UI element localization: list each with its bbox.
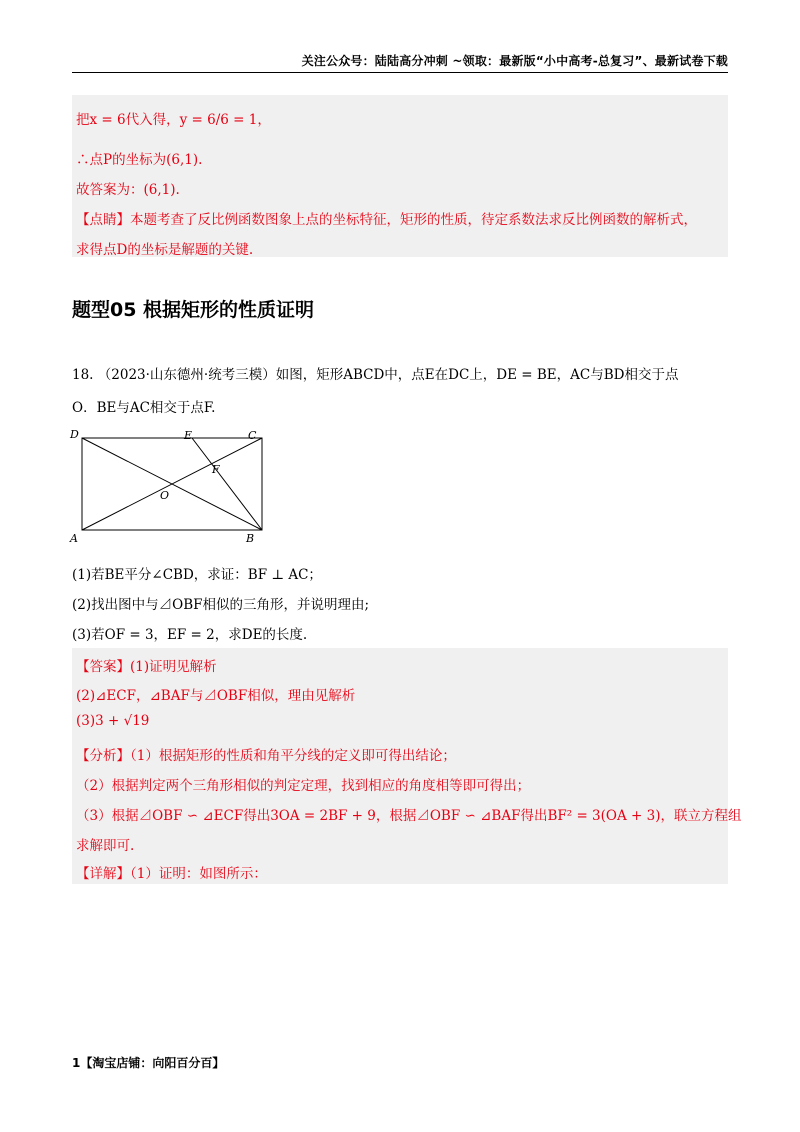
solution-line-2: ∴点P的坐标为(6,1). [76, 152, 203, 168]
analysis-line-2: （2）根据判定两个三角形相似的判定定理，找到相应的角度相等即可得出； [76, 778, 531, 794]
key-point-line-1: 【点睛】本题考查了反比例函数图象上点的坐标特征，矩形的性质，待定系数法求反比例函数的解析式， [76, 212, 697, 228]
answer-line-3: (3)3 + √19 [76, 713, 150, 729]
section-title: 题型05 根据矩形的性质证明 [72, 299, 315, 321]
detail-line-1: 【详解】（1）证明：如图所示： [76, 866, 267, 882]
page-header: 关注公众号：陆陆高分冲刺 ~领取：最新版“小中高考-总复习”、最新试卷下载 [301, 54, 728, 68]
question-3: (3)若OF = 3，EF = 2，求DE的长度. [72, 627, 308, 643]
problem-line-1: 18. （2023·山东德州·统考三模）如图，矩形ABCD中，点E在DC上，DE = BE，AC与BD相交于点 [72, 367, 679, 383]
label-F: F [212, 463, 220, 476]
solution-line-3: 故答案为：(6,1). [76, 182, 180, 198]
label-E: E [184, 429, 193, 442]
solution-line-1: 把x = 6代入得，y = 6/6 = 1， [76, 112, 271, 128]
answer-line-2: (2)⊿ECF，⊿BAF与⊿OBF相似，理由见解析 [76, 688, 356, 704]
analysis-line-3: （3）根据⊿OBF ∽ ⊿ECF得出3OA = 2BF + 9，根据⊿OBF ∽ ⊿BAF得出BF² = 3(OA + 3)，联立方程组 [76, 808, 742, 824]
header-rule [72, 72, 728, 73]
analysis-line-1: 【分析】（1）根据矩形的性质和角平分线的定义即可得出结论； [76, 748, 456, 764]
label-O: O [160, 489, 170, 502]
segment-be [192, 438, 262, 530]
label-D: D [70, 428, 79, 441]
rectangle-figure [68, 428, 288, 548]
question-2: (2)找出图中与⊿OBF相似的三角形，并说明理由; [72, 597, 370, 613]
key-point-line-2: 求得点D的坐标是解题的关键. [76, 242, 254, 258]
label-A: A [70, 532, 78, 545]
label-B: B [246, 532, 255, 545]
question-1: (1)若BE平分∠CBD，求证：BF ⊥ AC； [72, 567, 322, 583]
label-C: C [248, 429, 257, 442]
page-footer: 1【淘宝店铺：向阳百分百】 [72, 1056, 225, 1070]
problem-line-2: O．BE与AC相交于点F. [72, 400, 216, 416]
analysis-line-4: 求解即可. [76, 838, 135, 854]
answer-line-1: 【答案】(1)证明见解析 [76, 659, 217, 675]
